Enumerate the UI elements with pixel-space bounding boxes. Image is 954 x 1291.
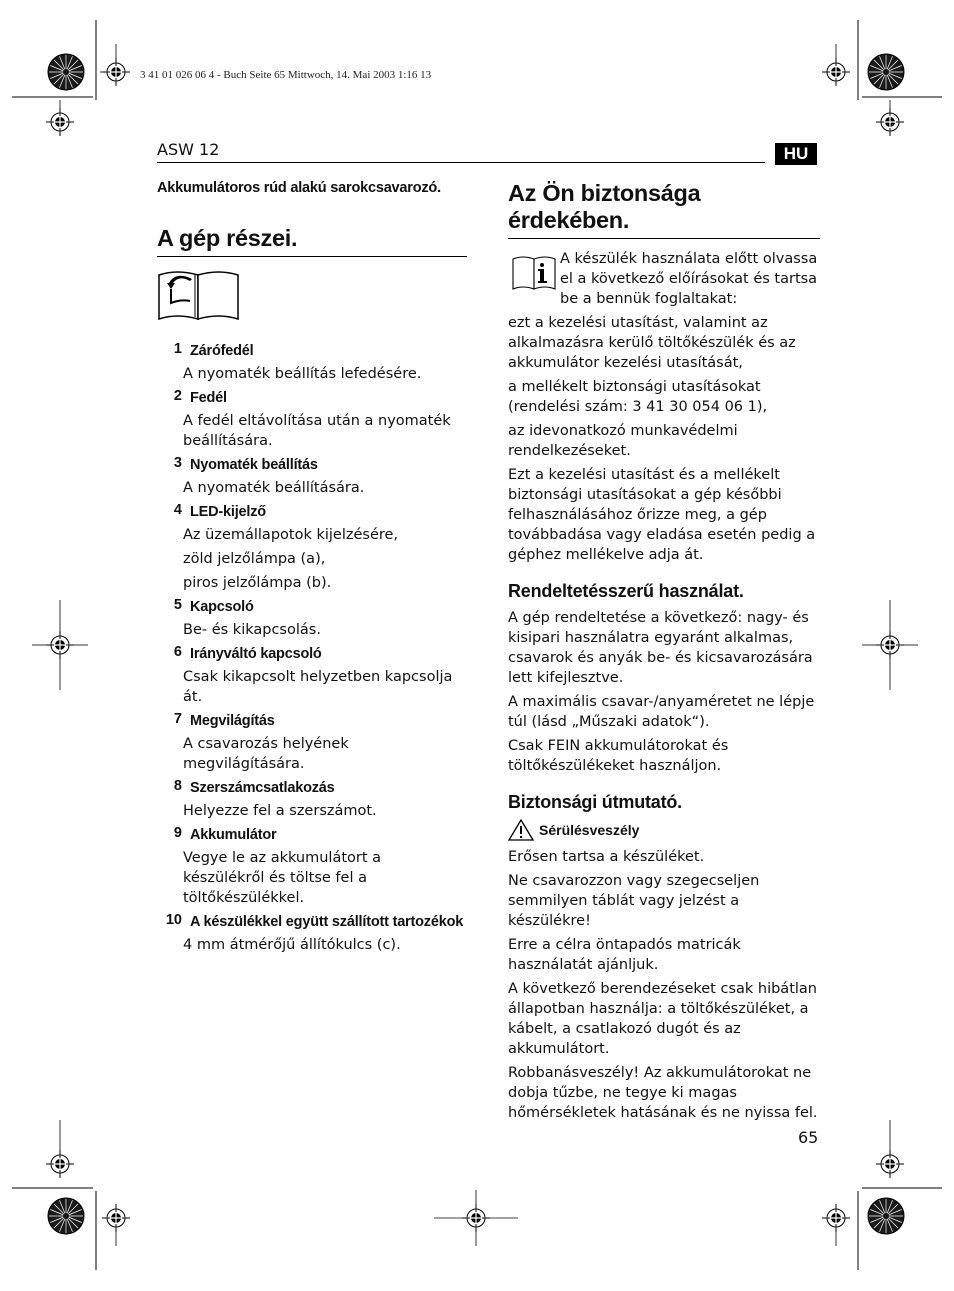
part-description-line: Helyezze fel a szerszámot. — [183, 803, 377, 819]
part-number: 2 — [173, 388, 182, 404]
part-description — [183, 478, 467, 498]
safety-paragraph: Erre a célra öntapadós matricák használatát ajánljuk. — [508, 937, 741, 973]
part-description-line: A nyomaték beállítás lefedésére. — [183, 366, 422, 382]
part-number: 1 — [173, 341, 182, 357]
part-description-line: A fedél eltávolítása után a nyomaték beállítására. — [183, 413, 451, 449]
warning-label: Sérülésveszély — [539, 822, 640, 838]
part-number: 10 — [165, 912, 182, 928]
part-name: Zárófedél — [190, 343, 254, 359]
part-description-line: piros jelzőlámpa (b). — [183, 575, 332, 591]
part-name: Akkumulátor — [190, 827, 277, 843]
usage-paragraphs — [508, 608, 820, 776]
part-name: Szerszámcsatlakozás — [190, 780, 335, 796]
part-description — [183, 734, 467, 774]
part-header — [157, 825, 467, 845]
language-badge: HU — [775, 143, 817, 165]
part-number: 9 — [173, 825, 182, 841]
warning-triangle-icon — [508, 819, 534, 841]
intro-paragraph: ezt a kezelési utasítást, valamint az alkalmazásra kerülő töltőkészülék és az akkumulátor kezelési utasítását, — [508, 315, 796, 371]
part-description-line: zöld jelzőlámpa (a), — [183, 551, 326, 567]
page-number: 65 — [798, 1128, 819, 1147]
part-description — [183, 620, 467, 640]
part-description — [183, 667, 467, 707]
part-item — [157, 455, 467, 498]
part-number: 8 — [173, 778, 182, 794]
part-name: Megvilágítás — [190, 713, 275, 729]
usage-paragraph: A gép rendeltetése a következő: nagy- és kisipari használatra egyaránt alkalmas, csavarok és anyák be- és kicsavarozására lett kifejlesztve. — [508, 610, 813, 686]
usage-paragraph: A maximális csavar-/anyaméretet ne lépje túl (lásd „Műszaki adatok“). — [508, 694, 815, 730]
part-name: LED-kijelző — [190, 504, 266, 520]
safety-paragraph: Ne csavarozzon vagy szegecseljen semmilyen táblát vagy jelzést a készülékre! — [508, 873, 760, 929]
parts-list — [157, 341, 467, 955]
part-number: 3 — [173, 455, 182, 471]
part-header — [157, 502, 467, 522]
usage-heading: Rendeltetésszerű használat. — [508, 581, 744, 601]
print-info: 3 41 01 026 06 4 - Buch Seite 65 Mittwoch, 14. Mai 2003 1:16 13 — [140, 69, 432, 81]
part-name: Nyomaték beállítás — [190, 457, 318, 473]
safety-paragraph: Robbanásveszély! Az akkumulátorokat ne dobja tűzbe, ne tegye ki magas hőmérsékletek hatásának és ne nyissa fel. — [508, 1065, 818, 1121]
part-description — [183, 525, 467, 593]
part-item — [157, 341, 467, 384]
part-header — [157, 388, 467, 408]
part-description — [183, 848, 467, 908]
part-number: 5 — [173, 597, 182, 613]
safety-paragraphs — [508, 847, 820, 1123]
part-header — [157, 455, 467, 475]
part-item — [157, 597, 467, 640]
part-name: Fedél — [190, 390, 227, 406]
part-description-line: Csak kikapcsolt helyzetben kapcsolja át. — [183, 669, 453, 705]
part-item — [157, 825, 467, 908]
part-item — [157, 644, 467, 707]
safety-paragraph: Erősen tartsa a készüléket. — [508, 849, 705, 865]
header-rule — [157, 162, 765, 163]
part-description-line: Vegye le az akkumulátort a készülékről és töltse fel a töltőkészülékkel. — [183, 850, 382, 906]
part-header — [157, 778, 467, 798]
left-column — [157, 180, 467, 959]
part-item — [157, 711, 467, 774]
safety-instructions-heading: Biztonsági útmutató. — [508, 792, 682, 812]
part-item — [157, 778, 467, 821]
intro-paragraphs — [508, 313, 820, 565]
intro-paragraph: Ezt a kezelési utasítást és a mellékelt biztonsági utasításokat a gép későbbi felhasználásához őrizze meg, a gép továbbadása vagy eladása esetén pedig a géphez mellékelve adja át. — [508, 467, 816, 563]
part-description — [183, 935, 467, 955]
part-description-line: A csavarozás helyének megvilágítására. — [183, 736, 349, 772]
parts-heading: A gép részei. — [157, 225, 467, 257]
model-name: ASW 12 — [157, 140, 220, 159]
info-block — [508, 249, 820, 309]
usage-paragraph: Csak FEIN akkumulátorokat és töltőkészülékeket használjon. — [508, 738, 729, 774]
right-column — [508, 180, 820, 1127]
part-description-line: A nyomaték beállítására. — [183, 480, 365, 496]
intro-paragraph: a mellékelt biztonsági utasításokat (rendelési szám: 3 41 30 054 06 1), — [508, 379, 768, 415]
part-name: Irányváltó kapcsoló — [190, 646, 322, 662]
part-description — [183, 411, 467, 451]
part-item — [157, 912, 467, 955]
safety-heading: Az Ön biztonsága érdekében. — [508, 180, 820, 239]
part-description-line: Az üzemállapotok kijelzésére, — [183, 527, 399, 543]
part-item — [157, 388, 467, 451]
part-item — [157, 502, 467, 593]
part-header — [157, 711, 467, 731]
part-name: A készülékkel együtt szállított tartozékok — [190, 914, 464, 930]
intro-paragraph: az idevonatkozó munkavédelmi rendelkezéseket. — [508, 423, 738, 459]
part-number: 7 — [173, 711, 182, 727]
part-description-line: Be- és kikapcsolás. — [183, 622, 321, 638]
safety-paragraph: A következő berendezéseket csak hibátlan állapotban használja: a töltőkészüléket, a kábelt, a csatlakozó dugót és az akkumulátort. — [508, 981, 817, 1057]
part-number: 4 — [173, 502, 182, 518]
part-number: 6 — [173, 644, 182, 660]
part-header — [157, 341, 467, 361]
part-header — [157, 644, 467, 664]
part-header — [157, 597, 467, 617]
part-name: Kapcsoló — [190, 599, 254, 615]
warning-row — [508, 819, 820, 841]
part-description — [183, 801, 467, 821]
part-description — [183, 364, 467, 384]
info-text: A készülék használata előtt olvassa el a következő előírásokat és tartsa be a bennük foglaltakat: — [560, 251, 818, 307]
product-subtitle: Akkumulátoros rúd alakú sarokcsavarozó. — [157, 180, 441, 196]
part-header — [157, 912, 467, 932]
open-book-icon — [157, 269, 241, 321]
info-book-icon — [508, 253, 560, 291]
part-description-line: 4 mm átmérőjű állítókulcs (c). — [183, 937, 401, 953]
